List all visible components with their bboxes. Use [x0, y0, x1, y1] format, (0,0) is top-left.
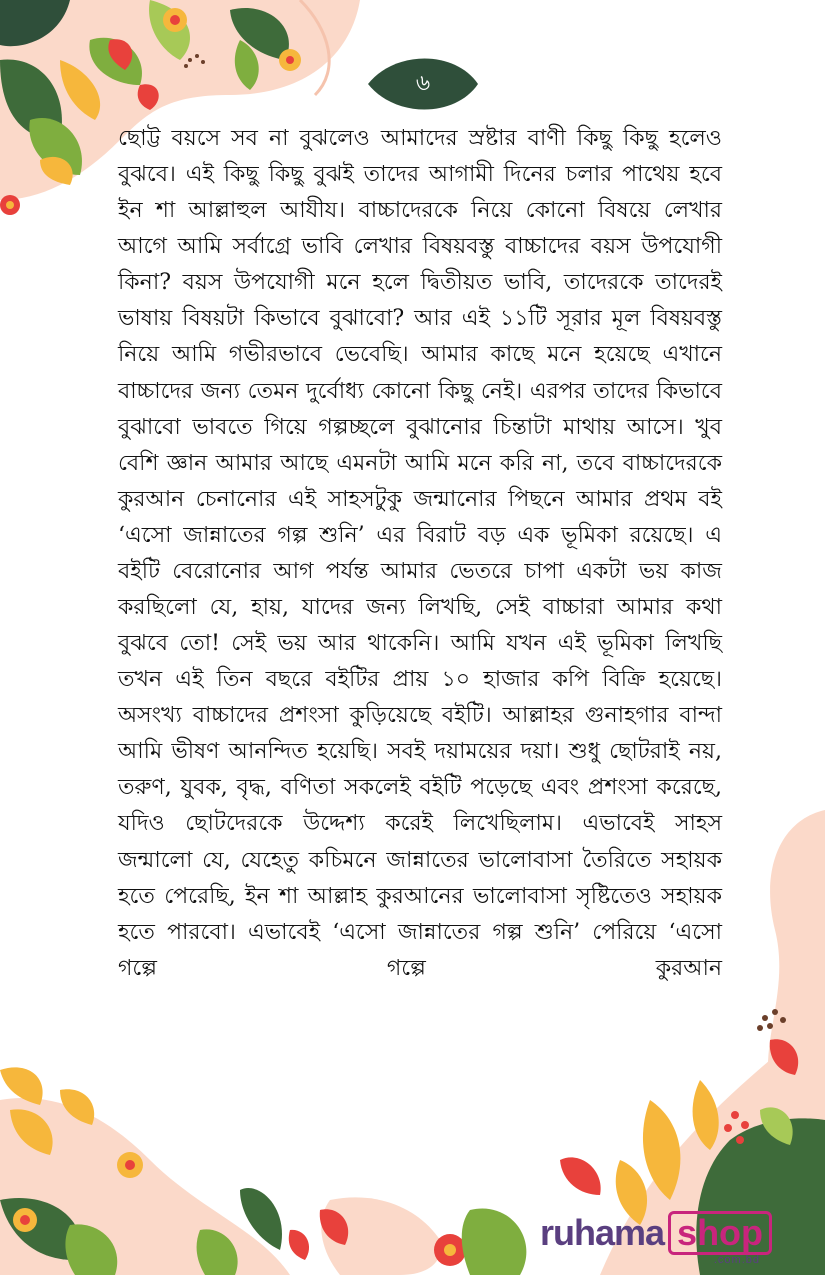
watermark-part-1: ruhama [540, 1212, 665, 1253]
watermark-part-2: shop [668, 1211, 772, 1255]
watermark-part-3: .com.bd [713, 1254, 760, 1266]
page-number: ৬ [415, 70, 431, 96]
body-paragraph: ছোট্ট বয়সে সব না বুঝলেও আমাদের স্রষ্টার বাণী কিছু কিছু হলেও বুঝবে। এই কিছু কিছু বুঝই তাদের আগামী দিনের চলার পাথেয় হবে ইন শা আল্লাহুল আযীয। বাচ্চাদেরকে নিয়ে কোনো বিষয়ে লেখার আগে আমি সর্বাগ্রে ভাবি লেখার বিষয়বস্তু বাচ্চাদের বয়স উপযোগী কিনা? বয়স উপযোগী মনে হলে দ্বিতীয়ত ভাবি, তাদেরকে তাদেরই ভাষায় বিষয়টা কিভাবে বুঝাবো? আর এই ১১টি সূরার মূল বিষয়বস্তু নিয়ে আমি গভীরভাবে ভেবেছি। আমার কাছে মনে হয়েছে এখানে বাচ্চাদের জন্য তেমন দুর্বোধ্য কোনো কিছু নেই। এরপর তাদের কিভাবে বুঝাবো ভাবতে গিয়ে গল্পচ্ছলে বুঝানোর চিন্তাটা মাথায় আসে। খুব বেশি জ্ঞান আমার আছে এমনটা আমি মনে করি না, তবে বাচ্চাদেরকে কুরআন চেনানোর এই সাহসটুকু জন্মানোর পিছনে আমার প্রথম বই ‘এসো জান্নাতের গল্প শুনি’ এর বিরাট বড় এক ভূমিকা রয়েছে। এ বইটি বেরোনোর আগ পর্যন্ত আমার ভেতরে চাপা একটা ভয় কাজ করছিলো যে, হায়, যাদের জন্য লিখছি, সেই বাচ্চারা আমার কথা বুঝবে তো! সেই ভয় আর থাকেনি। আমি যখন এই ভূমিকা লিখছি তখন এই তিন বছরে বইটির প্রায় ১০ হাজার কপি বিক্রি হয়েছে। অসংখ্য বাচ্চাদের প্রশংসা কুড়িয়েছে বইটি। আল্লাহর গুনাহগার বান্দা আমি ভীষণ আনন্দিত হয়েছি। সবই দয়াময়ের দয়া। শুধু ছোটরাই নয়, তরুণ, যুবক, বৃদ্ধ, বণিতা সকলেই বইটি পড়েছে এবং প্রশংসা করেছে, যদিও ছোটদেরকে উদ্দেশ্য করেই লিখেছিলাম। এভাবেই সাহস জন্মালো যে, যেহেতু কচিমনে জান্নাতের ভালোবাসা তৈরিতে সহায়ক হতে পেরেছি, ইন শা আল্লাহ কুরআনের ভালোবাসা সৃষ্টিতেও সহায়ক হতে পারবো। এভাবেই ‘এসো জান্নাতের গল্প শুনি’ পেরিয়ে ‘এসো গল্পে গল্পে কুরআন [118, 126, 722, 981]
ruhama-shop-watermark [540, 1208, 770, 1266]
